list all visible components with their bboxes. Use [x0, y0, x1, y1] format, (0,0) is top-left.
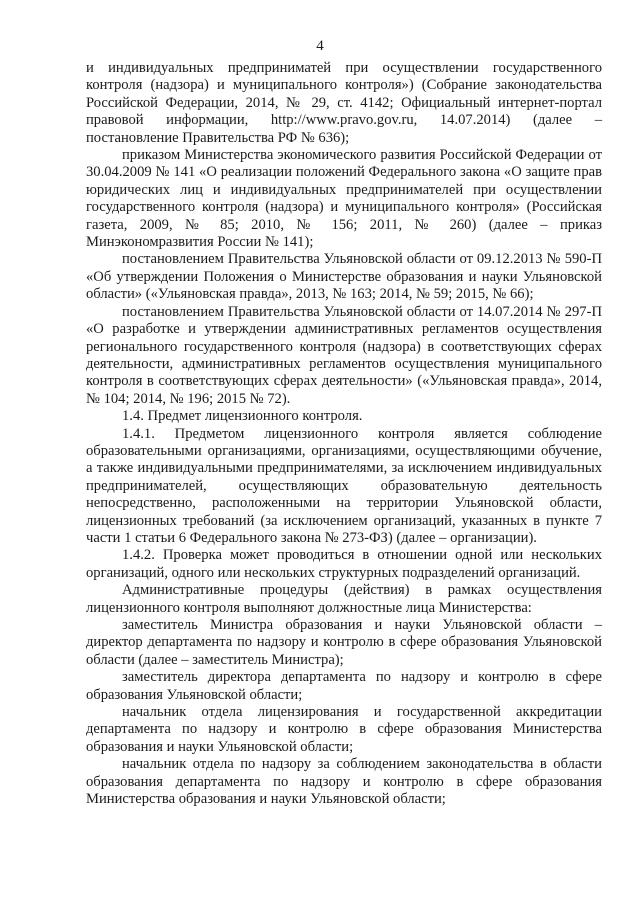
paragraph: начальник отдела лицензирования и государственной аккредитации департамента по надзору и контролю в сфере образования Министерства образования и науки Ульяновской области;	[86, 704, 602, 755]
paragraph: начальник отдела по надзору за соблюдением законодательства в области образования департамента по надзору и контролю в сфере образования Министерства образования и науки Ульяновской области;	[86, 756, 602, 808]
paragraph: и индивидуальных предприниматей при осуществлении государственного контроля (надзора) и муниципального контроля») (Собрание законодательства Российской Федерации, 2014, № 29, ст. 4142; Официальный интернет-портал правовой информации, http://www.pravo.gov.ru, 14.07.2014) (далее – постановление Правительства РФ № 636);	[86, 60, 602, 146]
paragraph: постановлением Правительства Ульяновской области от 09.12.2013 № 590-П «Об утверждении Положения о Министерстве образования и науки Ульяновской области» («Ульяновская правда», 2013, № 163; 2014, № 59; 2015, № 66);	[86, 251, 602, 303]
paragraph: 1.4.1. Предметом лицензионного контроля является соблюдение образовательными организациями, организациями, осуществляющими обучение, а также индивидуальными предпринимателями, за исключением индивидуальных предпринимателей, осуществляющих образовательную деятельность непосредственно, расположенными на территории Ульяновской области, лицензионных требований (за исключением организаций, указанных в пункте 7 части 1 статьи 6 Федерального закона № 273-ФЗ) (далее – организации).	[86, 425, 602, 546]
paragraph: 1.4. Предмет лицензионного контроля.	[122, 408, 363, 425]
paragraph: Административные процедуры (действия) в рамках осуществления лицензионного контроля выполняют должностные лица Министерства:	[86, 582, 602, 616]
paragraph: заместитель Министра образования и науки Ульяновской области – директор департамента по надзору и контролю в сфере образования Ульяновской области (далее – заместитель Министра);	[86, 617, 602, 668]
page-number: 4	[316, 38, 324, 54]
paragraph: постановлением Правительства Ульяновской области от 14.07.2014 № 297-П «О разработке и утверждении административных регламентов осуществления регионального государственного контроля (надзора) в соответствующих сферах деятельности, административных регламентов осуществления муниципального контроля в соответствующих сферах деятельности» («Ульяновская правда», 2014, № 104; 2014, № 196; 2015 № 72).	[86, 303, 602, 407]
paragraph: заместитель директора департамента по надзору и контролю в сфере образования Ульяновской области;	[86, 669, 602, 703]
paragraph: приказом Министерства экономического развития Российской Федерации от 30.04.2009 № 141 «О реализации положений Федерального закона «О защите прав юридических лиц и индивидуальных предпринимателей при осуществлении государственного контроля (надзора) и муниципального контроля» (Российская газета, 2009, № 85; 2010, № 156; 2011, № 260) (далее – приказ Минэкономразвития России № 141);	[86, 147, 602, 251]
document-body	[86, 60, 602, 808]
paragraph: 1.4.2. Проверка может проводиться в отношении одной или нескольких организаций, одного или нескольких структурных подразделений организаций.	[86, 547, 602, 581]
